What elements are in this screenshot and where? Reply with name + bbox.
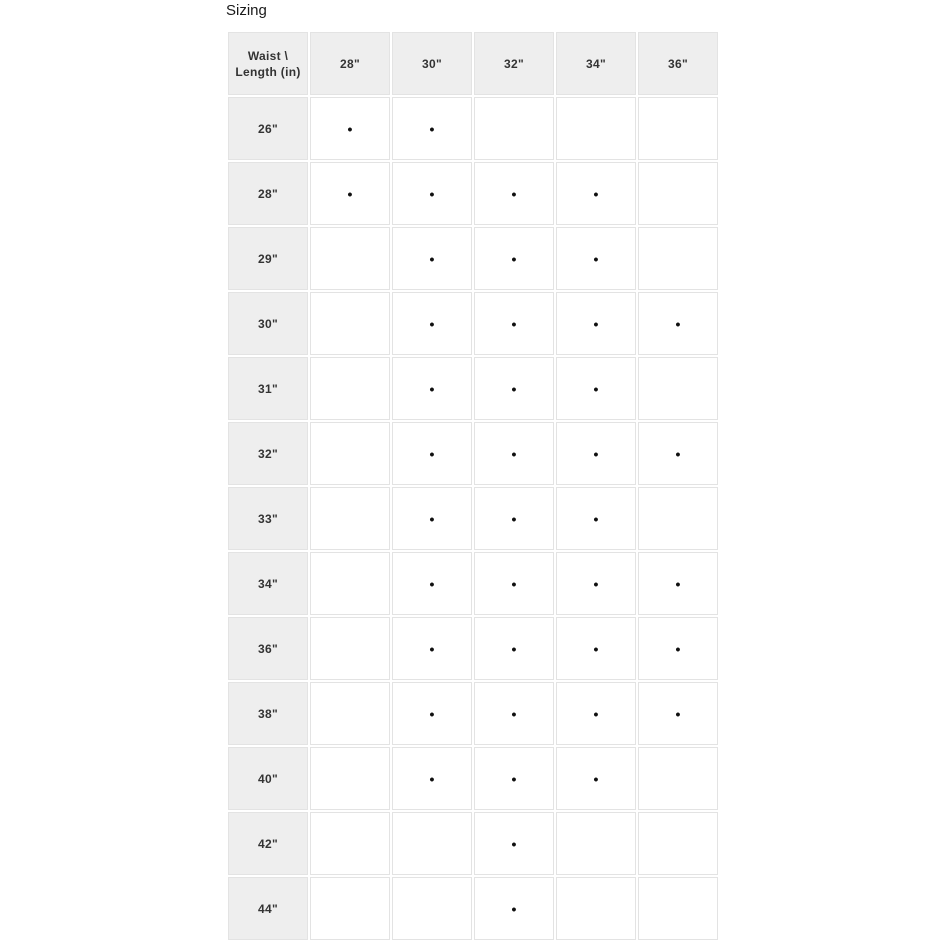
size-cell (556, 162, 636, 225)
table-row (228, 487, 718, 550)
size-cell (638, 812, 718, 875)
size-cell (474, 97, 554, 160)
table-row (228, 812, 718, 875)
availability-dot-icon: • (429, 770, 435, 787)
column-header-length: 32" (474, 32, 554, 95)
size-cell (556, 292, 636, 355)
row-header-waist: 38" (228, 682, 308, 745)
column-header-length: 36" (638, 32, 718, 95)
size-cell (474, 617, 554, 680)
availability-dot-icon: • (429, 705, 435, 722)
table-row (228, 357, 718, 420)
availability-dot-icon: • (429, 185, 435, 202)
size-cell (392, 227, 472, 290)
row-header-waist: 44" (228, 877, 308, 940)
size-cell (392, 617, 472, 680)
size-cell (638, 487, 718, 550)
table-row (228, 97, 718, 160)
size-cell (392, 552, 472, 615)
size-cell (310, 97, 390, 160)
availability-dot-icon: • (593, 640, 599, 657)
size-cell (556, 487, 636, 550)
sizing-table (228, 32, 720, 942)
table-body (228, 97, 718, 940)
table-row (228, 227, 718, 290)
table-row (228, 617, 718, 680)
size-cell (556, 97, 636, 160)
size-cell (474, 487, 554, 550)
availability-dot-icon: • (675, 640, 681, 657)
column-header-length: 28" (310, 32, 390, 95)
size-cell (310, 877, 390, 940)
row-header-waist: 40" (228, 747, 308, 810)
availability-dot-icon: • (593, 380, 599, 397)
section-title: Sizing (226, 2, 267, 19)
size-cell (392, 97, 472, 160)
size-cell (556, 422, 636, 485)
size-cell (474, 552, 554, 615)
size-cell (638, 357, 718, 420)
row-header-waist: 30" (228, 292, 308, 355)
size-cell (310, 682, 390, 745)
size-cell (474, 292, 554, 355)
corner-header-line1: Waist \ (247, 48, 289, 63)
availability-dot-icon: • (429, 250, 435, 267)
size-cell (392, 682, 472, 745)
column-header-length: 30" (392, 32, 472, 95)
size-cell (474, 877, 554, 940)
size-cell (638, 292, 718, 355)
size-cell (556, 227, 636, 290)
size-cell (310, 617, 390, 680)
size-cell (556, 617, 636, 680)
size-cell (638, 97, 718, 160)
size-cell (474, 682, 554, 745)
size-cell (638, 617, 718, 680)
size-cell (556, 812, 636, 875)
row-header-waist: 28" (228, 162, 308, 225)
availability-dot-icon: • (429, 445, 435, 462)
availability-dot-icon: • (511, 185, 517, 202)
row-header-waist: 42" (228, 812, 308, 875)
availability-dot-icon: • (511, 575, 517, 592)
corner-header (228, 32, 308, 95)
availability-dot-icon: • (511, 250, 517, 267)
size-cell (474, 227, 554, 290)
availability-dot-icon: • (675, 315, 681, 332)
size-cell (556, 357, 636, 420)
availability-dot-icon: • (429, 120, 435, 137)
size-cell (474, 422, 554, 485)
size-cell (556, 552, 636, 615)
availability-dot-icon: • (429, 575, 435, 592)
size-cell (392, 747, 472, 810)
size-cell (638, 877, 718, 940)
availability-dot-icon: • (429, 640, 435, 657)
table-row (228, 747, 718, 810)
size-cell (392, 422, 472, 485)
size-cell (638, 227, 718, 290)
availability-dot-icon: • (593, 250, 599, 267)
table-row (228, 552, 718, 615)
size-cell (310, 747, 390, 810)
table-row (228, 162, 718, 225)
size-cell (556, 747, 636, 810)
availability-dot-icon: • (511, 445, 517, 462)
table-row (228, 682, 718, 745)
size-cell (392, 162, 472, 225)
size-cell (392, 292, 472, 355)
size-cell (310, 162, 390, 225)
header-row (228, 32, 718, 95)
availability-dot-icon: • (593, 705, 599, 722)
availability-dot-icon: • (429, 315, 435, 332)
row-header-waist: 26" (228, 97, 308, 160)
availability-dot-icon: • (347, 120, 353, 137)
size-cell (638, 552, 718, 615)
availability-dot-icon: • (347, 185, 353, 202)
size-cell (310, 357, 390, 420)
size-cell (556, 877, 636, 940)
size-cell (474, 812, 554, 875)
availability-dot-icon: • (511, 510, 517, 527)
availability-dot-icon: • (593, 445, 599, 462)
availability-dot-icon: • (511, 770, 517, 787)
size-cell (474, 162, 554, 225)
size-cell (392, 812, 472, 875)
row-header-waist: 33" (228, 487, 308, 550)
corner-header-line2: Length (in) (235, 64, 301, 79)
availability-dot-icon: • (511, 380, 517, 397)
size-cell (638, 162, 718, 225)
row-header-waist: 29" (228, 227, 308, 290)
size-cell (310, 292, 390, 355)
size-cell (638, 422, 718, 485)
availability-dot-icon: • (593, 770, 599, 787)
sizing-table-container (228, 32, 722, 942)
availability-dot-icon: • (511, 900, 517, 917)
row-header-waist: 34" (228, 552, 308, 615)
availability-dot-icon: • (429, 380, 435, 397)
availability-dot-icon: • (511, 835, 517, 852)
size-cell (638, 682, 718, 745)
size-cell (392, 357, 472, 420)
row-header-waist: 36" (228, 617, 308, 680)
row-header-waist: 31" (228, 357, 308, 420)
column-header-length: 34" (556, 32, 636, 95)
size-cell (310, 552, 390, 615)
size-cell (474, 357, 554, 420)
availability-dot-icon: • (675, 705, 681, 722)
row-header-waist: 32" (228, 422, 308, 485)
size-cell (310, 227, 390, 290)
table-row (228, 422, 718, 485)
availability-dot-icon: • (675, 445, 681, 462)
size-cell (392, 487, 472, 550)
size-cell (310, 422, 390, 485)
table-row (228, 292, 718, 355)
size-cell (392, 877, 472, 940)
size-cell (638, 747, 718, 810)
table-row (228, 877, 718, 940)
availability-dot-icon: • (511, 315, 517, 332)
availability-dot-icon: • (593, 575, 599, 592)
availability-dot-icon: • (593, 185, 599, 202)
availability-dot-icon: • (675, 575, 681, 592)
availability-dot-icon: • (593, 510, 599, 527)
size-cell (310, 487, 390, 550)
size-cell (556, 682, 636, 745)
size-cell (474, 747, 554, 810)
availability-dot-icon: • (511, 705, 517, 722)
availability-dot-icon: • (593, 315, 599, 332)
size-cell (310, 812, 390, 875)
availability-dot-icon: • (429, 510, 435, 527)
availability-dot-icon: • (511, 640, 517, 657)
